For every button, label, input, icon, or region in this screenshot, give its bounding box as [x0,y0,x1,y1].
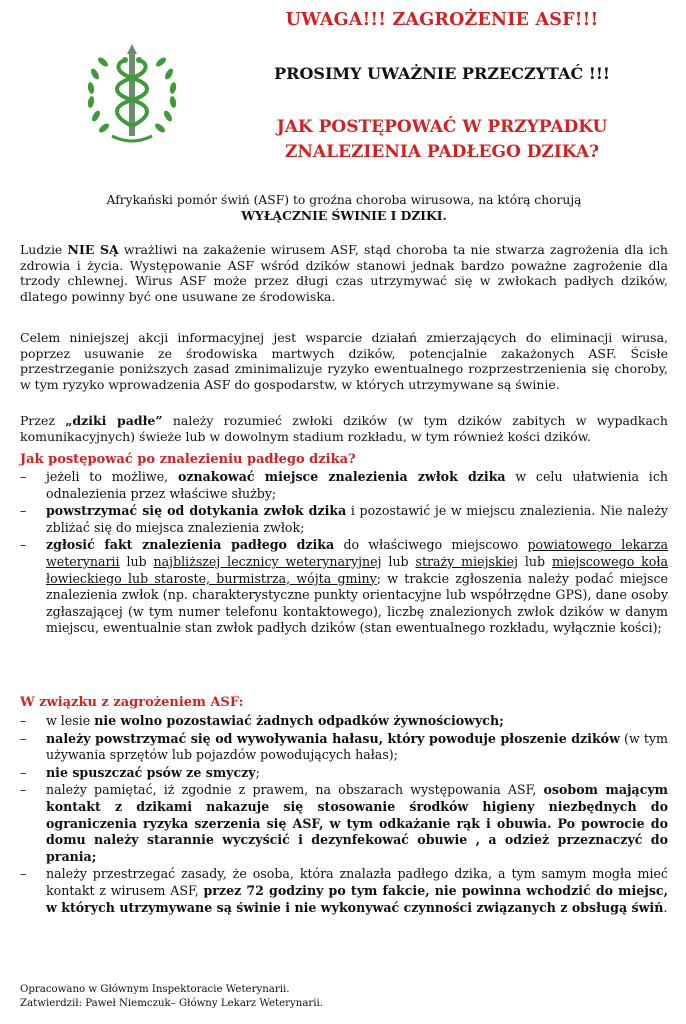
list-item: – należy przestrzegać zasady, że osoba, która znalazła padłego dzika, a tym samym mogła mieć kontakt z wirusem ASF, przez 72 godziny po tym fakcie, nie powinna wchodzić do miejsc, w których utrzymywane są świnie i nie wykonywać czynności związanych z obsługą świń. [20,866,668,915]
paragraph-purpose: Celem niniejszej akcji informacyjnej jest wsparcie działań zmierzających do eliminacji wirusa, poprzez usuwanie ze środowiska martwych dzików, potencjalnie zakażonych ASF. Ścisłe przestrzeganie poniższych zasad zminimalizuje ryzyko ewentualnego rozprzestrzenienia się choroby, w tym ryzyko wprowadzenia ASF do gospodarstw, w których utrzymywane są świnie. [20,330,668,392]
list-item: – jeżeli to możliwe, oznakować miejsce znalezienia zwłok dzika w celu ułatwienia ich odnalezienia przez właściwe służby; [20,469,668,501]
list-item: – powstrzymać się od dotykania zwłok dzika i pozostawić je w miejscu znalezienia. Nie należy zbliżać się do miejsca znalezienia zwłok; [20,503,668,535]
intro-text [20,193,668,224]
paragraph-definition: Przez „dziki padłe” należy rozumieć zwłoki dzików (w tym dzików zabitych w wypadkach komunikacyjnych) świeże lub w dowolnym stadium rozkładu, w tym również kości dzików. [20,413,668,444]
section-heading-found-boar: Jak postępować po znalezieniu padłego dzika? [20,452,356,467]
footer-line-2: Zatwierdził: Paweł Niemczuk– Główny Lekarz Weterynarii. [20,998,324,1009]
intro-line-1: Afrykański pomór świń (ASF) to groźna choroba wirusowa, na którą chorują [106,193,582,207]
page-subtitle: PROSIMY UWAŻNIE PRZECZYTAĆ !!! [274,64,610,83]
dash-bullet: – [20,713,27,728]
dash-bullet: – [20,782,27,798]
footer-credits [20,983,323,1011]
question-heading [222,115,662,165]
dash-bullet: – [20,503,27,519]
question-line-1: JAK POSTĘPOWAĆ W PRZYPADKU [276,117,608,137]
dash-bullet: – [20,469,27,484]
dash-bullet: – [20,537,27,553]
dash-bullet: – [20,764,27,780]
dash-bullet: – [20,866,27,882]
section-heading-asf-threat: W związku z zagrożeniem ASF: [20,695,244,710]
paragraph-human-risk: Ludzie NIE SĄ wrażliwi na zakażenie wirusem ASF, stąd choroba ta nie stwarza zagrożenia dla ich zdrowia i życia. Występowanie ASF wśród dzików stanowi jednak bardzo poważne zagrożenie dla trzody chlewnej. Wirus ASF może przez długi czas utrzymywać się w zwłokach padłych dzików, dlatego powinny być one usuwane ze środowiska. [20,242,668,304]
list-item: – zgłosić fakt znalezienia padłego dzika do właściwego miejscowo powiatowego lekarza weterynarii lub najbliższej lecznicy weterynaryjnej lub straży miejskiej lub miejscowego koła łowieckiego lub staroste, burmistrza, wójta gminy; w trakcie zgłoszenia należy podać miejsce znalezienia zwłok (np. charakterystyczne punkty orientacyjne lub współrzędne GPS), dane osoby zgłaszającej (w tym numer telefonu kontaktowego), liczbę znalezionych zwłok dzików w danym miejscu, ewentualnie stan zwłok padłych dzików (stan ewentualnego rozkładu, wyłącznie kości); [20,537,668,636]
list-item: – w lesie nie wolno pozostawiać żadnych odpadków żywnościowych; [20,713,504,728]
dash-bullet: – [20,730,27,746]
page-title: UWAGA!!! ZAGROŻENIE ASF!!! [285,10,599,30]
veterinary-emblem-icon [82,40,182,152]
list-item: – nie spuszczać psów ze smyczy; [20,764,260,780]
intro-line-2: WYŁĄCZNIE ŚWINIE I DZIKI. [241,208,447,223]
list-item: – należy powstrzymać się od wywoływania hałasu, który powoduje płoszenie dzików (w tym używania sprzętów lub pojazdów powodujących hałas); [20,730,668,763]
list-item: – należy pamiętać, iż zgodnie z prawem, na obszarach występowania ASF, osobom mającym kontakt z dzikami nakazuje się stosowanie środków higieny niezbędnych do ograniczenia ryzyka szerzenia się ASF, w tym odkażanie rąk i obuwia. Po powrocie do domu należy starannie wyczyścić i dezynfekować obuwie , a odzież przeznaczyć do prania; [20,782,669,864]
footer-line-1: Opracowano w Głównym Inspektoracie Weterynarii. [20,984,290,995]
rules-list [20,713,668,917]
instructions-list [20,469,668,638]
question-line-2: ZNALEZIENIA PADŁEGO DZIKA? [284,142,600,162]
